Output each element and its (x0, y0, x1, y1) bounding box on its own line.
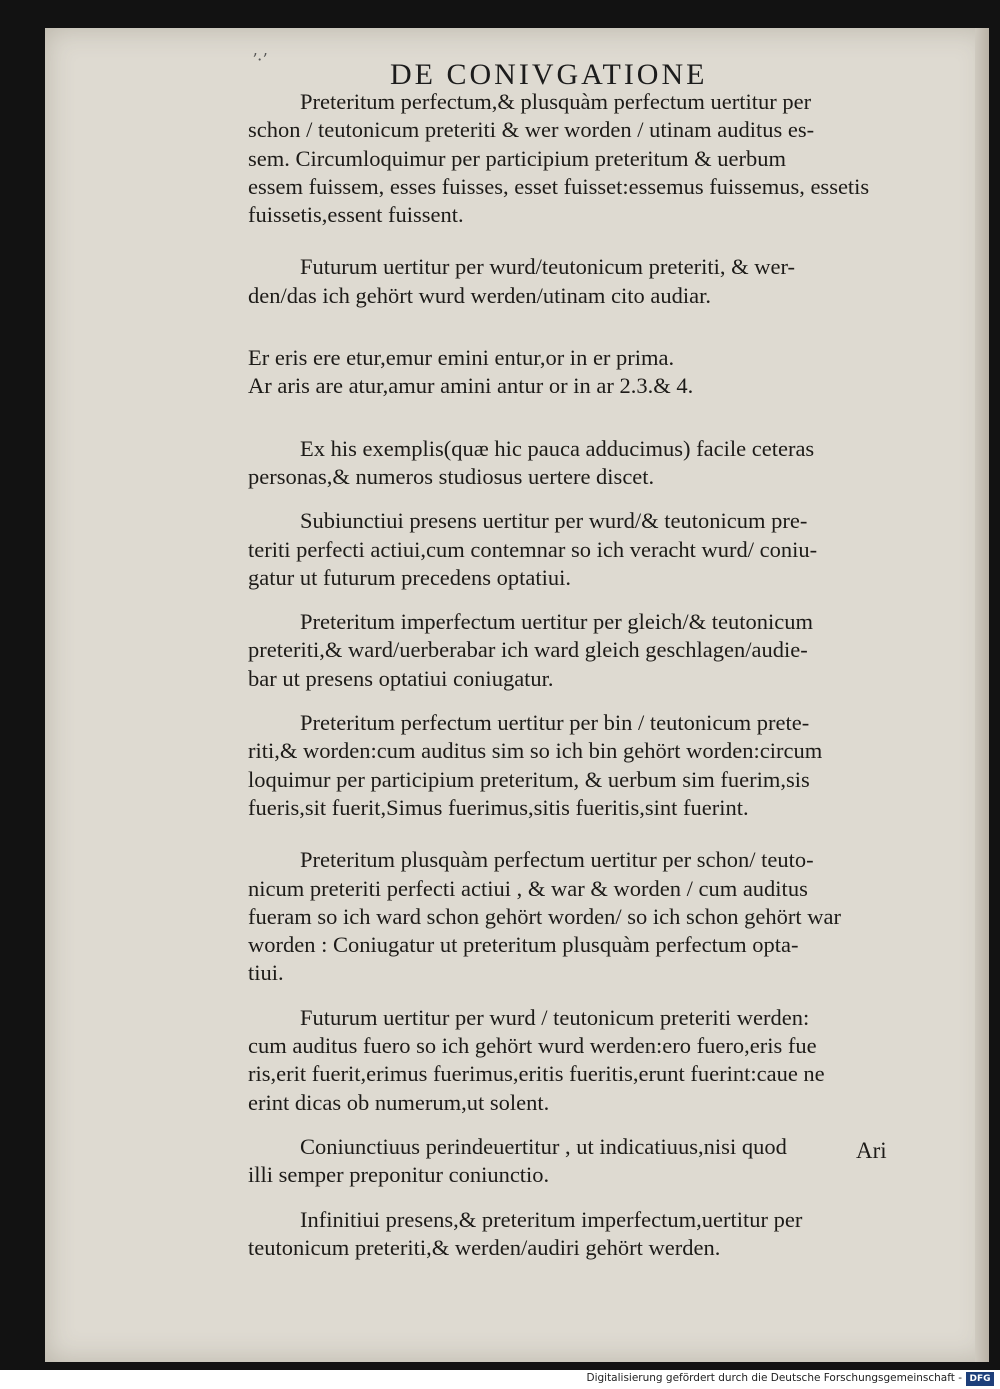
footer-credit: Digitalisierung gefördert durch die Deutsche Forschungsgemeinschaft - (586, 1372, 962, 1384)
paragraph: Coniunctiuus perindeuertitur , ut indicatiuus,nisi quod illi semper preponitur coniunctio. (248, 1133, 787, 1188)
paragraph: Futurum uertitur per wurd/teutonicum preteriti, & wer- den/das ich gehört wurd werden/utinam cito audiar. (248, 254, 796, 308)
paragraph: Futurum uertitur per wurd / teutonicum preteriti werden: cum auditus fuero so ich gehört wurd werden:ero fuero,eris fue ris,erit fuerit,erimus fuerimus,eritis fueritis,erunt fuerint:caue ne erint dicas ob numerum,ut solent. (248, 1004, 825, 1115)
paragraph: Ex his exemplis(quæ hic pauca adducimus) facile ceteras personas,& numeros studiosus uertere discet. (248, 435, 815, 489)
page-edge (975, 28, 989, 1362)
dfg-logo-icon: DFG (966, 1372, 994, 1386)
catchword: Ari (856, 1138, 887, 1163)
paragraph: Subiunctiui presens uertitur per wurd/& teutonicum pre- teriti perfecti actiui,cum contemnar so ich veracht wurd/ coniu- gatur ut futurum precedens optatiui. (248, 508, 818, 590)
paragraph: Infinitiui presens,& preteritum imperfectum,uertitur per teutonicum preteriti,& werden/audiri gehört werden. (248, 1206, 803, 1260)
paragraph: Preteritum perfectum uertitur per bin / teutonicum prete- riti,& worden:cum auditus sim so ich bin gehört worden:circum loquimur per participium preteritum, & uerbum sim fuerim,sis fueris,sit fuerit,Simus fuerimus,sitis fueritis,sint fuerint. (248, 710, 823, 820)
paragraph: Preteritum imperfectum uertitur per gleich/& teutonicum preteriti,& ward/uerberabar ich ward gleich geschlagen/audie- bar ut presens optatiui coniugatur. (248, 609, 813, 691)
page-corner-mark-icon: ʼ·ʼ (252, 50, 268, 69)
paragraph: Er eris ere etur,emur emini entur,or in er prima. Ar aris are atur,amur amini antur or in ar 2.3.& 4. (248, 345, 694, 399)
running-head: DE CONIVGATIONE (390, 58, 708, 91)
paragraph: Preteritum plusquàm perfectum uertitur per schon/ teuto- nicum preteriti perfecti actiui , & war & worden / cum auditus fueram so ich ward schon gehört worden/ so ich schon gehört war worden : Coniugatur ut preteritum plusquàm perfectum opta- tiui. (248, 847, 841, 986)
footer-bar (0, 1370, 1000, 1389)
paragraph: Preteritum perfectum,& plusquàm perfectum uertitur per schon / teutonicum preteriti & wer worden / utinam auditus es- sem. Circumloquimur per participium preteritum & uerbum essem fuissem, esses fuisses, esset fuisset:essemus fuissemus, essetis fuissetis,essent fuissent. (248, 89, 870, 228)
body-text (248, 88, 896, 1262)
